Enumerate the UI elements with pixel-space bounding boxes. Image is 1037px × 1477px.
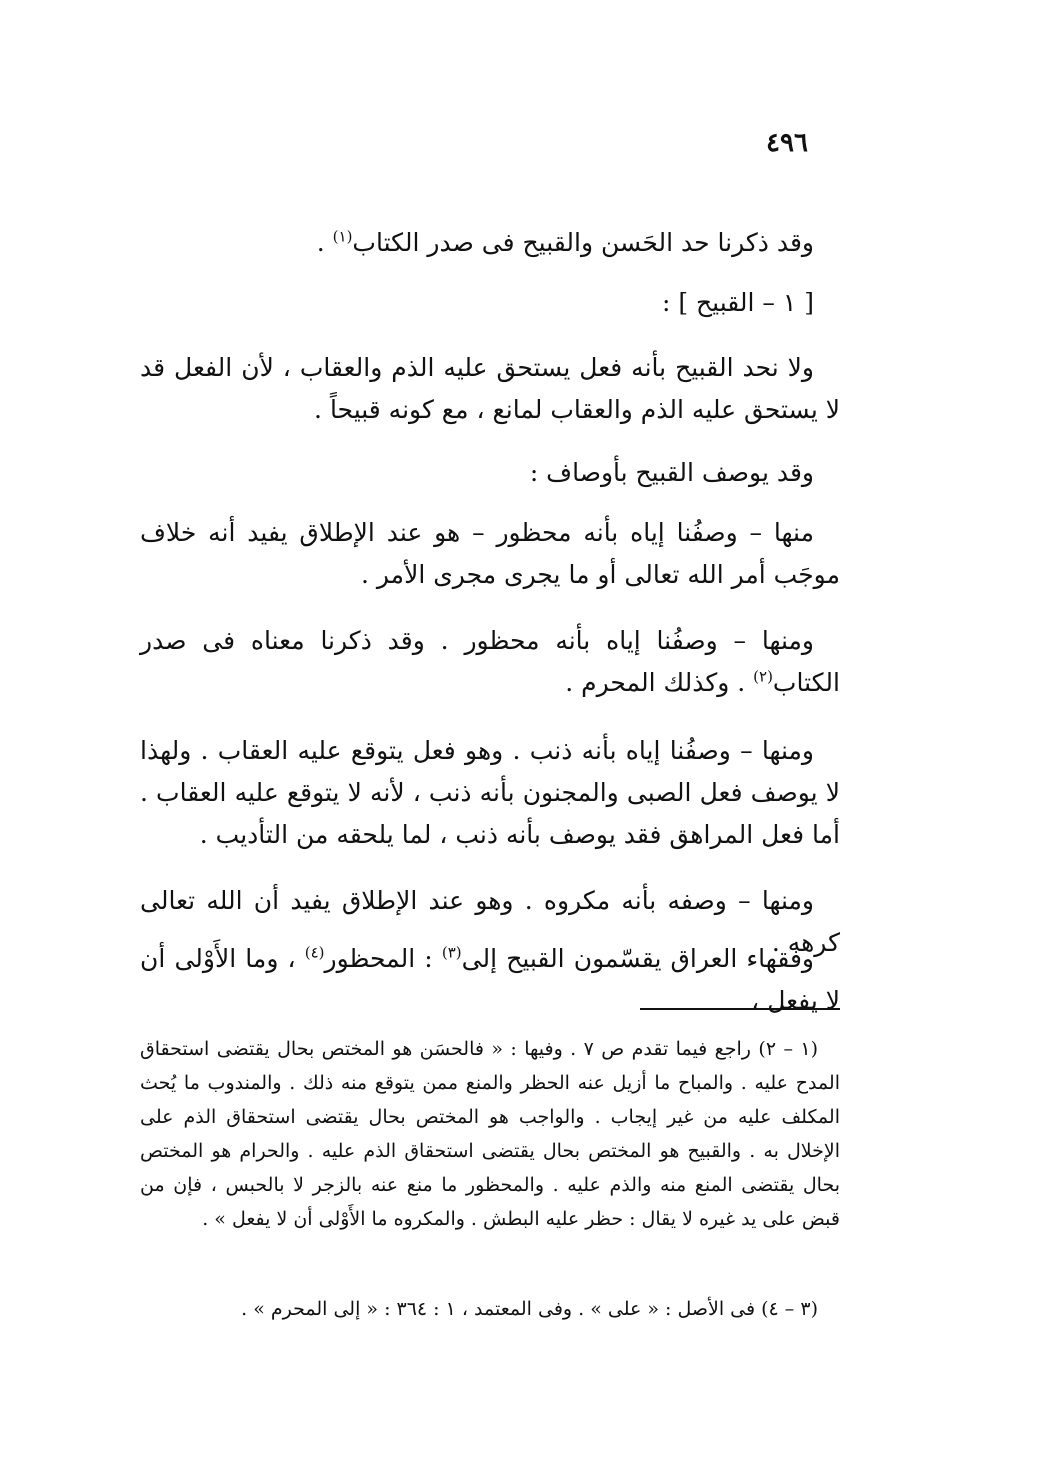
paragraph-7 xyxy=(140,730,840,856)
paragraph-tail: : المحظور xyxy=(324,944,442,973)
paragraph-6 xyxy=(140,620,840,704)
paragraph-text: منها – وصفُنا إياه بأنه محظور – هو عند الإطلاق يفيد أنه خلاف موجَب أمر الله تعالى أو ما يجرى مجرى الأمر . xyxy=(140,518,840,589)
footnote-separator xyxy=(640,1008,840,1010)
paragraph-text: ومنها – وصفه بأنه مكروه . وهو عند الإطلاق يفيد أن الله تعالى كرهه . xyxy=(140,886,840,957)
paragraph-5 xyxy=(140,512,840,596)
paragraph-text: ومنها – وصفُنا إياه بأنه محظور . وقد ذكرنا معناه فى صدر الكتاب xyxy=(140,626,840,697)
paragraph-tail: . xyxy=(316,228,333,257)
footnote-text: (١ – ٢) راجع فيما تقدم ص ٧ . وفيها : « فالحسَن هو المختص بحال يقتضى استحقاق المدح عليه . والمباح ما أزيل عنه الحظر والمنع ممن يتوقع منه ذلك . والمندوب ما يُحث المكلف عليه من غير إيجاب . والواجب هو المختص بحال يقتضى استحقاق الذم على الإخلال به . والقبيح هو المختص بحال يقتضى استحقاق الذم عليه . والحرام هو المختص بحال يقتضى المنع منه والذم عليه . والمحظور ما منع عنه بالزجر لا بالحبس ، فإن من قبض على يد غيره لا يقال : حظر عليه البطش . والمكروه ما الأَوْلى أن لا يفعل » . xyxy=(140,1038,840,1230)
paragraph-text: وفقهاء العراق يقسّمون القبيح إلى xyxy=(461,944,814,973)
footnote-marker: (١) xyxy=(332,227,353,246)
paragraph-text: ولا نحد القبيح بأنه فعل يستحق عليه الذم والعقاب ، لأن الفعل قد لا يستحق عليه الذم والعقاب لمانع ، مع كونه قبيحاً . xyxy=(140,353,840,424)
page-number: ٤٩٦ xyxy=(766,128,808,158)
footnote-2 xyxy=(140,1292,840,1326)
footnote-1 xyxy=(140,1032,840,1236)
section-heading xyxy=(140,282,840,324)
footnote-marker: (٢) xyxy=(753,667,773,686)
paragraph-4 xyxy=(140,452,840,494)
paragraph-tail: ، وما الأَوْلى أن لا يفعل ، xyxy=(140,944,840,1015)
footnote-text: (٣ – ٤) فى الأصل : « على » . وفى المعتمد ، ١ : ٣٦٤ : « إلى المحرم » . xyxy=(241,1298,818,1320)
heading-text: [ ١ – القبيح ] : xyxy=(661,288,814,317)
footnote-marker: (٤) xyxy=(304,943,325,962)
paragraph-3 xyxy=(140,347,840,431)
paragraph-text: ومنها – وصفُنا إياه بأنه ذنب . وهو فعل يتوقع عليه العقاب . ولهذا لا يوصف فعل الصبى والمجنون بأنه ذنب ، لأنه لا يتوقع عليه العقاب . أما فعل المراهق فقد يوصف بأنه ذنب ، لما يلحقه من التأديب . xyxy=(140,736,840,849)
paragraph-text: وقد يوصف القبيح بأوصاف : xyxy=(529,458,814,487)
paragraph-text: وقد ذكرنا حد الحَسن والقبيح فى صدر الكتاب xyxy=(352,228,814,257)
paragraph-1 xyxy=(140,222,840,264)
footnote-marker: (٣) xyxy=(441,943,462,962)
paragraph-tail: . وكذلك المحرم . xyxy=(565,668,754,697)
